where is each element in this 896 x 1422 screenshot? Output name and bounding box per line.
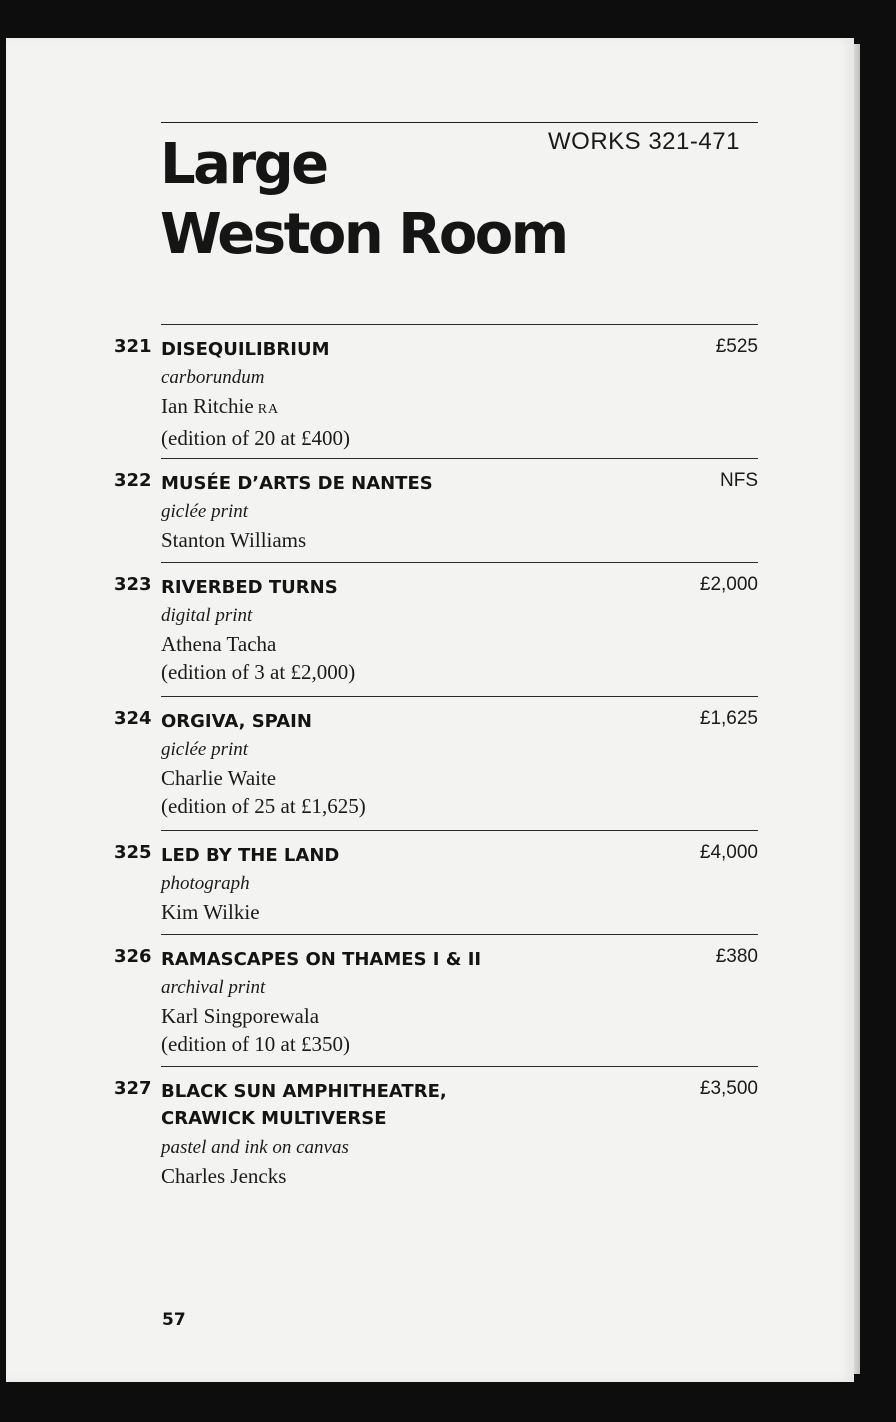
entry-edition: (edition of 20 at £400) — [161, 426, 350, 450]
entry-medium: carborundum — [161, 367, 265, 388]
entry-number: 322 — [114, 470, 152, 491]
entry-edition: (edition of 3 at £2,000) — [161, 660, 356, 684]
entry-title-line: LED BY THE LAND — [161, 845, 340, 866]
entry-title-line: CRAWICK MULTIVERSE — [161, 1108, 387, 1129]
entry-medium: digital print — [161, 605, 253, 626]
entry-title — [161, 574, 591, 601]
entry-price: £3,500 — [699, 1078, 758, 1099]
entry-details — [161, 870, 601, 926]
entry-edition: (edition of 25 at £1,625) — [161, 794, 366, 818]
entry-medium: giclée print — [161, 739, 249, 760]
entry-title-line: BLACK SUN AMPHITHEATRE, — [161, 1081, 447, 1102]
room-title-line-2: Weston Room — [160, 202, 567, 267]
header-rule — [161, 122, 758, 123]
page-edge — [854, 44, 860, 1374]
artist-name: Karl Singporewala — [161, 1004, 320, 1028]
entry-title-line: MUSÉE D’ARTS DE NANTES — [161, 473, 433, 494]
entry-details — [161, 602, 601, 686]
entry-title-line: DISEQUILIBRIUM — [161, 339, 330, 360]
entry-title-line: ORGIVA, SPAIN — [161, 711, 312, 732]
artist-name: Stanton Williams — [161, 528, 307, 552]
entry-details — [161, 974, 601, 1058]
artist-name: Ian Ritchie — [161, 394, 254, 418]
entry-title — [161, 708, 591, 735]
entry-artist — [161, 630, 601, 658]
entry-artist — [161, 392, 601, 424]
entry-rule — [161, 1066, 758, 1067]
entry-number: 326 — [114, 946, 152, 967]
entry-artist — [161, 898, 601, 926]
entry-artist — [161, 526, 601, 554]
entry-price: £2,000 — [699, 574, 758, 595]
entry-title — [161, 1078, 591, 1132]
entry-price: £380 — [715, 946, 758, 967]
page-number: 57 — [162, 1310, 186, 1330]
entry-price: £525 — [715, 336, 758, 357]
entry-price: NFS — [720, 470, 758, 491]
entry-edition: (edition of 10 at £350) — [161, 1032, 350, 1056]
entry-number: 327 — [114, 1078, 152, 1099]
entry-rule — [161, 830, 758, 831]
entry-details — [161, 498, 601, 554]
artist-name: Charles Jencks — [161, 1164, 287, 1188]
entry-rule — [161, 458, 758, 459]
entry-price: £1,625 — [699, 708, 758, 729]
room-title — [160, 130, 567, 270]
entry-title-line: RIVERBED TURNS — [161, 577, 338, 598]
entry-details — [161, 1134, 601, 1190]
entry-medium: pastel and ink on canvas — [161, 1137, 349, 1158]
entry-title-line: RAMASCAPES ON THAMES I & II — [161, 949, 482, 970]
entry-artist — [161, 764, 601, 792]
entry-rule — [161, 934, 758, 935]
entry-number: 325 — [114, 842, 152, 863]
entry-medium: photograph — [161, 873, 250, 894]
entry-number: 323 — [114, 574, 152, 595]
entry-price: £4,000 — [699, 842, 758, 863]
entry-rule — [161, 562, 758, 563]
entry-artist — [161, 1162, 601, 1190]
entry-title — [161, 842, 591, 869]
entry-title — [161, 336, 591, 363]
entry-rule — [161, 324, 758, 325]
artist-name: Charlie Waite — [161, 766, 277, 790]
entry-number: 324 — [114, 708, 152, 729]
entry-medium: giclée print — [161, 501, 249, 522]
entry-title — [161, 470, 591, 497]
entry-artist — [161, 1002, 601, 1030]
entry-details — [161, 364, 601, 452]
artist-name: Athena Tacha — [161, 632, 277, 656]
entry-number: 321 — [114, 336, 152, 357]
room-title-line-1: Large — [160, 132, 327, 197]
entry-details — [161, 736, 601, 820]
entry-rule — [161, 696, 758, 697]
entry-medium: archival print — [161, 977, 266, 998]
entry-title — [161, 946, 591, 973]
artist-suffix: RA — [257, 402, 280, 417]
works-range: WORKS 321-471 — [548, 128, 740, 155]
artist-name: Kim Wilkie — [161, 900, 260, 924]
